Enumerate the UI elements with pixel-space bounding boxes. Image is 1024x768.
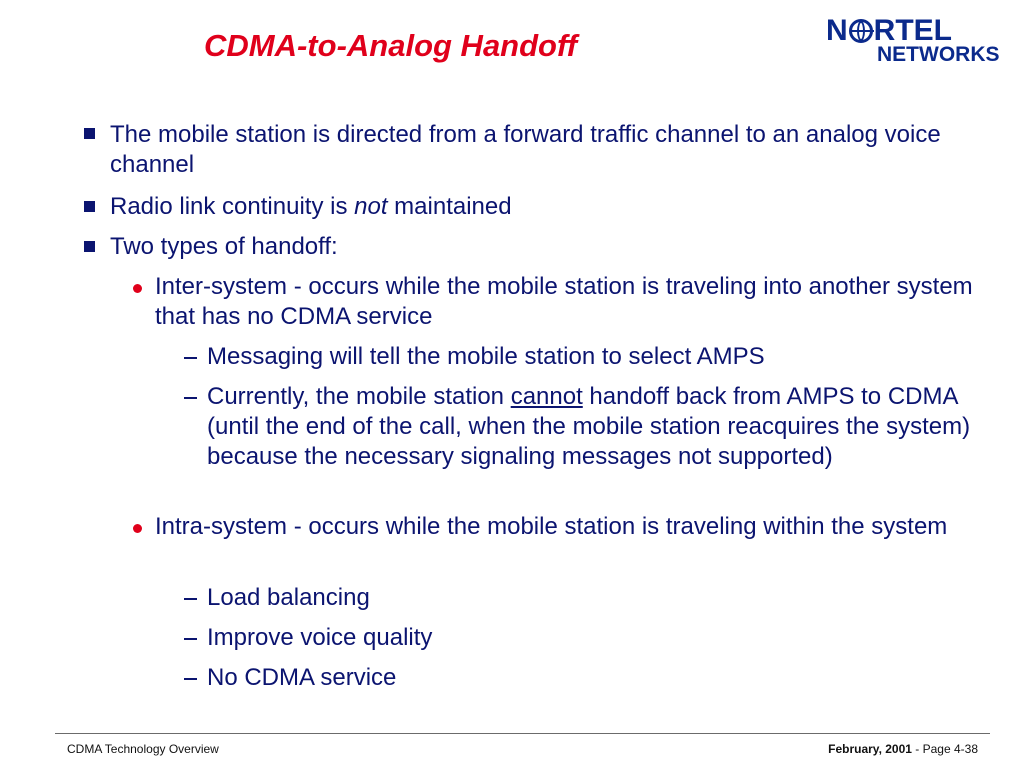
logo-subtext: NETWORKS xyxy=(877,43,1000,66)
dash-bullet-icon xyxy=(184,357,197,359)
logo-text: N xyxy=(826,14,848,47)
sub-sub-bullet-text: Load balancing xyxy=(207,584,370,611)
bullet-text: The mobile station is directed from a forward traffic channel to an analog voice channel xyxy=(110,121,941,178)
bullet-text: Two types of handoff: xyxy=(110,233,338,260)
sub-bullet-item xyxy=(155,272,975,332)
sub-sub-bullet-text: Currently, the mobile station cannot handoff back from AMPS to CDMA (until the end of the call, when the mobile station reacquires the system) because the necessary signaling messages not supported) xyxy=(207,383,971,470)
sub-sub-bullet-item xyxy=(207,382,977,472)
logo-text: RTEL xyxy=(873,14,952,47)
footer-page-number: Page 4-38 xyxy=(922,742,978,756)
slide-title: CDMA-to-Analog Handoff xyxy=(204,28,578,63)
sub-sub-bullet-text: Improve voice quality xyxy=(207,624,433,651)
underlined-text: cannot xyxy=(510,383,583,410)
dot-bullet-icon xyxy=(133,284,142,293)
footer-date: February, 2001 xyxy=(828,742,912,756)
footer-divider xyxy=(55,733,990,734)
bullet-item xyxy=(110,192,960,222)
sub-bullet-text: Inter-system - occurs while the mobile station is traveling into another system that has no CDMA service xyxy=(155,273,973,330)
sub-sub-bullet-text: No CDMA service xyxy=(207,664,397,691)
dot-bullet-icon xyxy=(133,524,142,533)
square-bullet-icon xyxy=(84,201,95,212)
emphasis-text: not xyxy=(354,193,388,220)
dash-bullet-icon xyxy=(184,638,197,640)
sub-sub-bullet-item xyxy=(207,342,977,372)
dash-bullet-icon xyxy=(184,598,197,600)
sub-bullet-text: Intra-system - occurs while the mobile station is traveling within the system xyxy=(155,513,948,540)
bullet-text: Radio link continuity is not maintained xyxy=(110,193,512,220)
sub-bullet-item xyxy=(155,512,975,542)
sub-sub-bullet-text: Messaging will tell the mobile station to select AMPS xyxy=(207,343,765,370)
footer-title: CDMA Technology Overview xyxy=(67,742,219,756)
bullet-item xyxy=(110,120,960,180)
footer-page-info xyxy=(828,742,978,756)
square-bullet-icon xyxy=(84,241,95,252)
sub-sub-bullet-item xyxy=(207,663,977,693)
square-bullet-icon xyxy=(84,128,95,139)
dash-bullet-icon xyxy=(184,397,197,399)
footer-separator: - xyxy=(911,742,923,756)
dash-bullet-icon xyxy=(184,678,197,680)
sub-sub-bullet-item xyxy=(207,583,977,613)
sub-sub-bullet-item xyxy=(207,623,977,653)
bullet-item xyxy=(110,232,960,262)
